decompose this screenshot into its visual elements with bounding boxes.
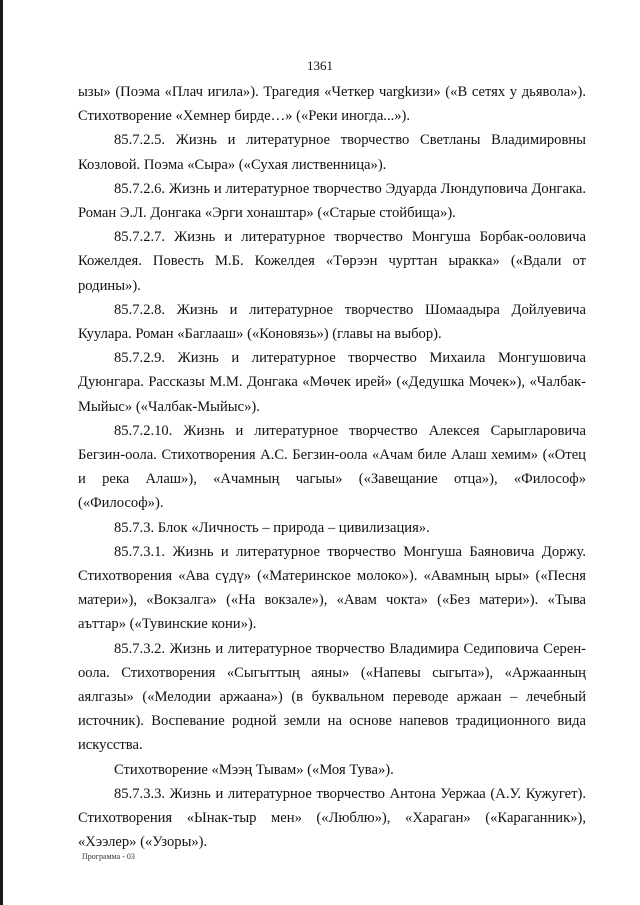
paragraph-poem-moya-tuva: Стихотворение «Мээң Тывам» («Моя Тува»). <box>114 761 394 778</box>
paragraph-85-7-2-8: 85.7.2.8. Жизнь и литературное творчество Шомаадыра Дойлуевича Куулара. Роман «Баглааш» («Коновязь») (главы на выбор). <box>78 301 586 343</box>
paragraph-85-7-3-2: 85.7.3.2. Жизнь и литературное творчество Владимира Седиповича Серен-оола. Стихотворения «Сыгыттың аяны» («Напевы сыгыта»), «Аржаанның аялгазы» («Мелодии аржаана») (в буквальном переводе аржаан – лечебный источник). Воспевание родной земли на основе напевов традиционного вида искусства. <box>78 640 586 754</box>
scan-left-edge <box>0 0 3 905</box>
paragraph-85-7-3-3: 85.7.3.3. Жизнь и литературное творчество Антона Уержаа (А.У. Кужугет). Стихотворения «Ынак-тыр мен» («Люблю»), «Хараган» («Караганник»), «Хээлер» («Узоры»). <box>78 785 586 851</box>
page-number: 1361 <box>307 58 333 73</box>
page-footer: Программа - 03 <box>82 852 135 861</box>
paragraph-85-7-2-7: 85.7.2.7. Жизнь и литературное творчество Монгуша Борбак-ооловича Кожелдея. Повесть М.Б. Кожелдея «Төрээн чурттан ыракка» («Вдали от родины»). <box>78 229 586 294</box>
paragraph-85-7-2-6: 85.7.2.6. Жизнь и литературное творчество Эдуарда Люндуповича Донгака. Роман Э.Л. Донгака «Эрги хонаштар» («Старые стойбища»). <box>78 180 586 222</box>
paragraph-85-7-3: 85.7.3. Блок «Личность – природа – цивилизация». <box>114 519 430 536</box>
paragraph-85-7-3-1: 85.7.3.1. Жизнь и литературное творчество Монгуша Баяновича Доржу. Стихотворения «Ава сүдү» («Материнское молоко»). «Авамның ыры» («Песня матери»), «Вокзалга» («На вокзале»), «Авам чокта» («Без матери»). «Тыва аъттар» («Тувинские кони»). <box>78 543 586 633</box>
paragraph-85-7-2-9: 85.7.2.9. Жизнь и литературное творчество Михаила Монгушовича Дуюнгара. Рассказы М.М. Донгака «Мөчек ирей» («Дедушка Мочек»), «Чалбак-Мыйыс» («Чалбак-Мыйыс»). <box>78 350 586 415</box>
paragraph-85-7-2-10: 85.7.2.10. Жизнь и литературное творчество Алексея Сарыгларовича Бегзин-оола. Стихотворения А.С. Бегзин-оола «Ачам биле Алаш хемим» («Отец и река Алаш»), «Ачамның чагыы» («Завещание отца»), «Философ» («Философ»). <box>78 422 586 512</box>
document-body <box>78 80 586 855</box>
paragraph-85-7-2-5: 85.7.2.5. Жизнь и литературное творчество Светланы Владимировны Козловой. Поэма «Сыра» («Сухая лиственница»). <box>78 132 586 173</box>
paragraph-continuation: ызы» (Поэма «Плач игила»). Трагедия «Четкер чargkизи» («В сетях у дьявола»). Стихотворение «Хемнер бирде…» («Реки иногда...»). <box>78 84 586 125</box>
